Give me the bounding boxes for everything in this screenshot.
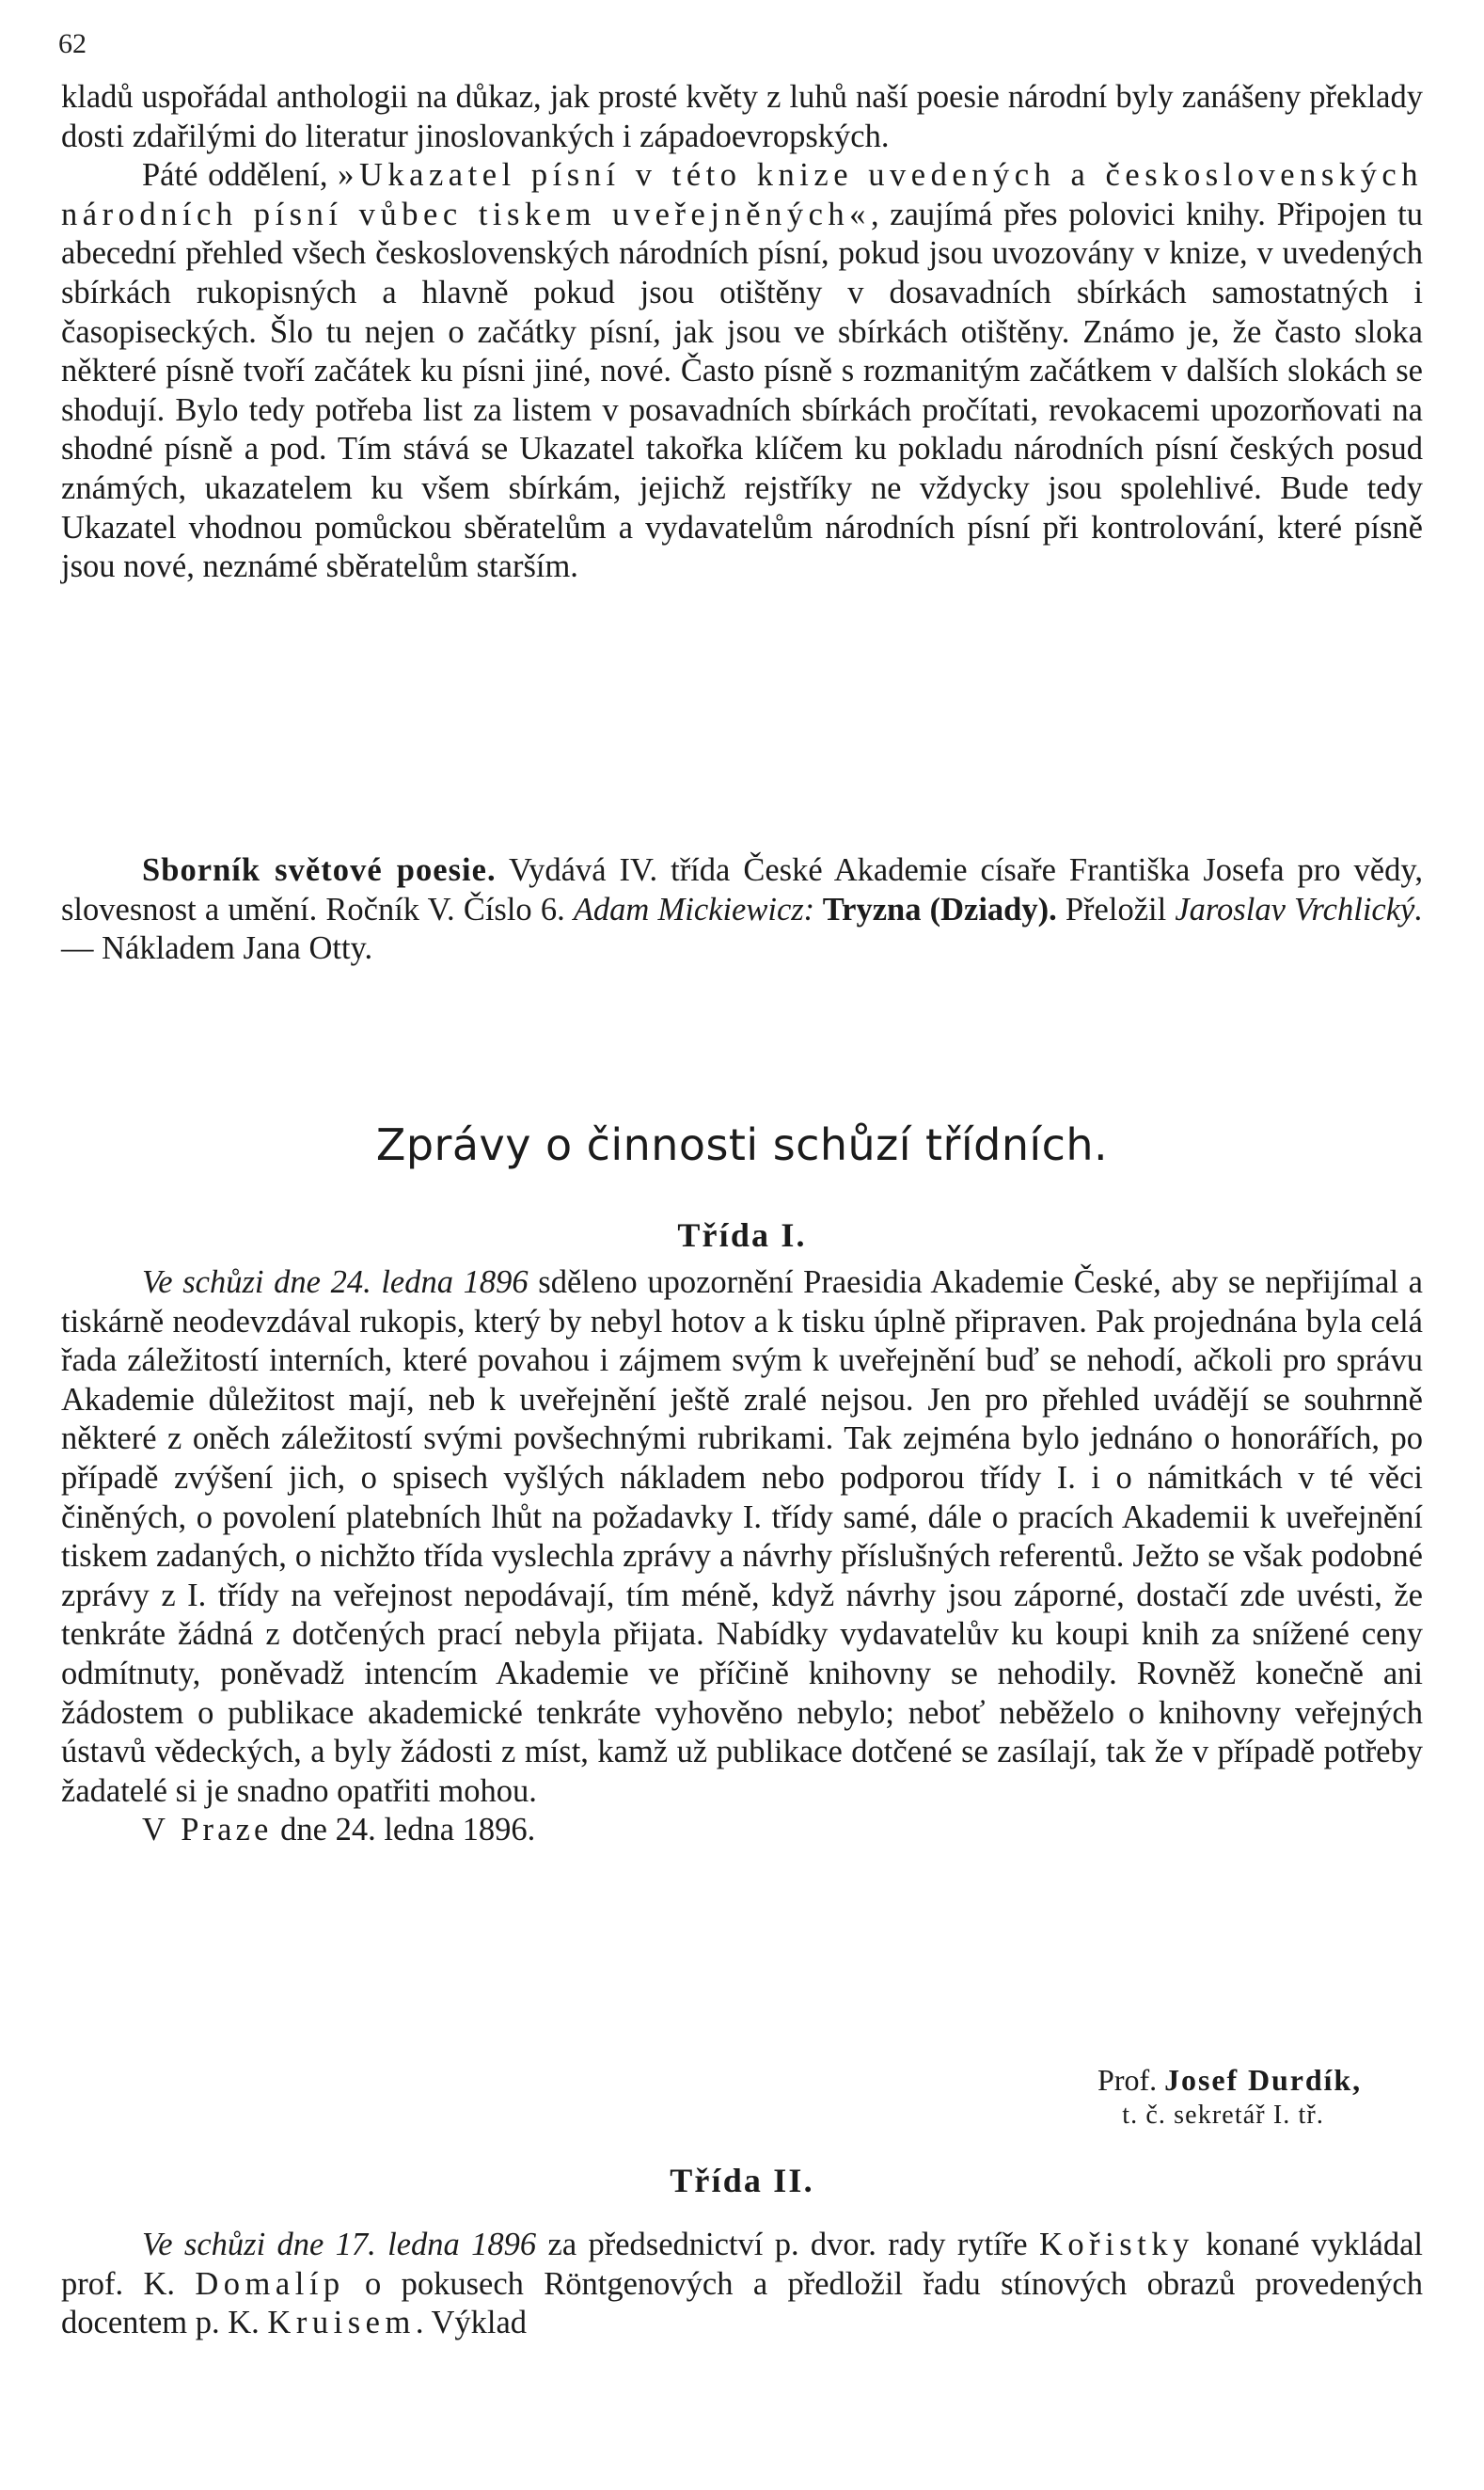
class2-body-4: . Výklad <box>415 2305 528 2341</box>
class2-session: Ve schůzi dne 17. ledna 1896 <box>142 2227 537 2262</box>
review-entry <box>61 851 1423 969</box>
ukazatel-description: , zaujímá přes polovici knihy. Připojen tu abecední přehled všech československých národních písní, pokud jsou uvozovány v knize, v uvedených sbírkách rukopisných a hlavně pokud jsou otištěny v dosavadních sbírkách samostatných i časopiseckých. Šlo tu nejen o začátky písní, jak jsou ve sbírkách otištěny. Známo je, že často sloka některé písně tvoří začátek ku písni jiné, nové. Často písně s rozmanitým začátkem v dalších slokách se shodují. Bylo tedy potřeba list za listem v posavadních sbírkách pročítati, revokacemi upozorňovati na shodné písně a pod. Tím stává se Ukazatel takořka klíčem ku pokladu národních písní českých posud známých, ukazatelem ku všem sbírkám, jejichž rejstříky ne vždycky jsou spolehlivé. Bude tedy Ukazatel vhodnou pomůckou sběratelům a vydavatelům národních písní při kontrolování, které písně jsou nové, neznámé sběratelům starším. <box>61 196 1423 585</box>
page-number: 62 <box>58 28 87 59</box>
class2-body-3: o pokusech Röntgenových a předložil řadu stínových obrazů provedených docentem p. K. <box>61 2265 1423 2341</box>
class1-report <box>61 1263 1423 1850</box>
class1-dateline <box>61 1811 1423 1850</box>
signature-line <box>1097 2062 1362 2098</box>
intro-text <box>61 78 1423 587</box>
class2-body-2: konané vykládal prof. K. <box>61 2227 1423 2302</box>
review-paragraph <box>61 851 1423 969</box>
class1-paragraph <box>61 1263 1423 1811</box>
ukazatel-title: »Ukazatel písní v této knize uvedených a československých národních písní vůbec tiskem uveřejněných« <box>61 157 1423 232</box>
class2-name-kruis: Kruisem <box>267 2305 416 2341</box>
review-work: Tryzna (Dziady). <box>814 891 1057 928</box>
class2-paragraph <box>61 2226 1423 2343</box>
class2-name-domalip: Domalíp <box>195 2265 345 2302</box>
class2-report <box>61 2226 1423 2343</box>
review-translated-by: Přeložil <box>1056 891 1176 928</box>
class2-heading: Třída II. <box>670 2162 814 2199</box>
signature-prefix: Prof. <box>1097 2063 1165 2097</box>
review-author: Adam Mickiewicz: <box>573 891 815 928</box>
class1-dateline-place: V Praze <box>142 1812 273 1848</box>
class2-name-koristka: Kořistky <box>1038 2227 1194 2262</box>
class1-body: sděleno upozornění Praesidia Akademie České, aby se nepřijímal a tiskárně neodevzdával rukopis, který by nebyl hotov a k tisku úplně připraven. Pak projednána byla celá řada záležitostí interních, které povahou i zájmem svým k uveřejnění buď se nehodí, ačkoli pro správu Akademie důležitost mají, neb k uveřejnění ještě zralé nejsou. Jen pro přehled uvádějí se souhrnně některé z oněch záležitostí svými povšechnými rubrikami. Tak zejména bylo jednáno o honorářích, po případě zvýšení jich, o spisech vyšlých nákladem nebo podporou třídy I. i o námitkách v té věci činěných, o povolení platebních lhůt na požadavky I. třídy samé, dále o pracích Akademii k uveřejnění tiskem zadaných, o nichžto třída vyslechla zprávy a návrhy příslušných referentů. Ježto se však podobné zprávy z I. třídy na veřejnost nepodávají, tím méně, když návrhy jsou záporné, dostačí zde uvésti, že tenkráte žádná z dotčených prací nebyla přijata. Nabídky vydavatelův ku koupi knih za snížené ceny odmítnuty, poněvadž intencím Akademie ve příčině knihovny se nehodily. Rovněž konečně ani žádostem o publikace akademické tenkráte vyhověno nebylo; neboť neběželo o knihovny veřejných ústavů vědeckých, a byly žádosti z míst, kamž už publikace dotčené se zasílají, tak že v případě potřeby žadatelé si je snadno opatřiti mohou. <box>61 1264 1423 1809</box>
signature-name: Josef Durdík, <box>1164 2063 1362 2097</box>
ukazatel-paragraph <box>61 156 1423 587</box>
section-heading: Zprávy o činnosti schůzí třídních. <box>375 1119 1109 1170</box>
class1-signature <box>1097 2062 1362 2133</box>
review-publisher: Vydává IV. třída České Akademie císaře Františka Josefa pro vědy, slovesnost a umění. Ročník V. Číslo 6. <box>61 852 1423 928</box>
class1-session: Ve schůzi dne 24. ledna 1896 <box>142 1264 529 1300</box>
review-publisher-end: — Nákladem Jana Otty. <box>61 930 373 967</box>
class1-dateline-date: dne 24. ledna 1896. <box>272 1812 536 1848</box>
class2-body-1: za předsednictví p. dvor. rady rytíře <box>536 2227 1039 2262</box>
review-translator: Jaroslav Vrchlický. <box>1175 891 1423 928</box>
signature-role: t. č. sekretář I. tř. <box>1122 2101 1324 2130</box>
review-title: Sborník světové poesie. <box>142 852 497 888</box>
ukazatel-lead: Páté oddělení, <box>142 157 339 194</box>
class1-heading: Třída I. <box>677 1216 807 1254</box>
intro-paragraph: kladů uspořádal anthologii na důkaz, jak prosté květy z luhů naší poesie národní byly zanášeny překlady dosti zdařilými do literatur jinoslovankých i západoevropských. <box>61 79 1423 154</box>
